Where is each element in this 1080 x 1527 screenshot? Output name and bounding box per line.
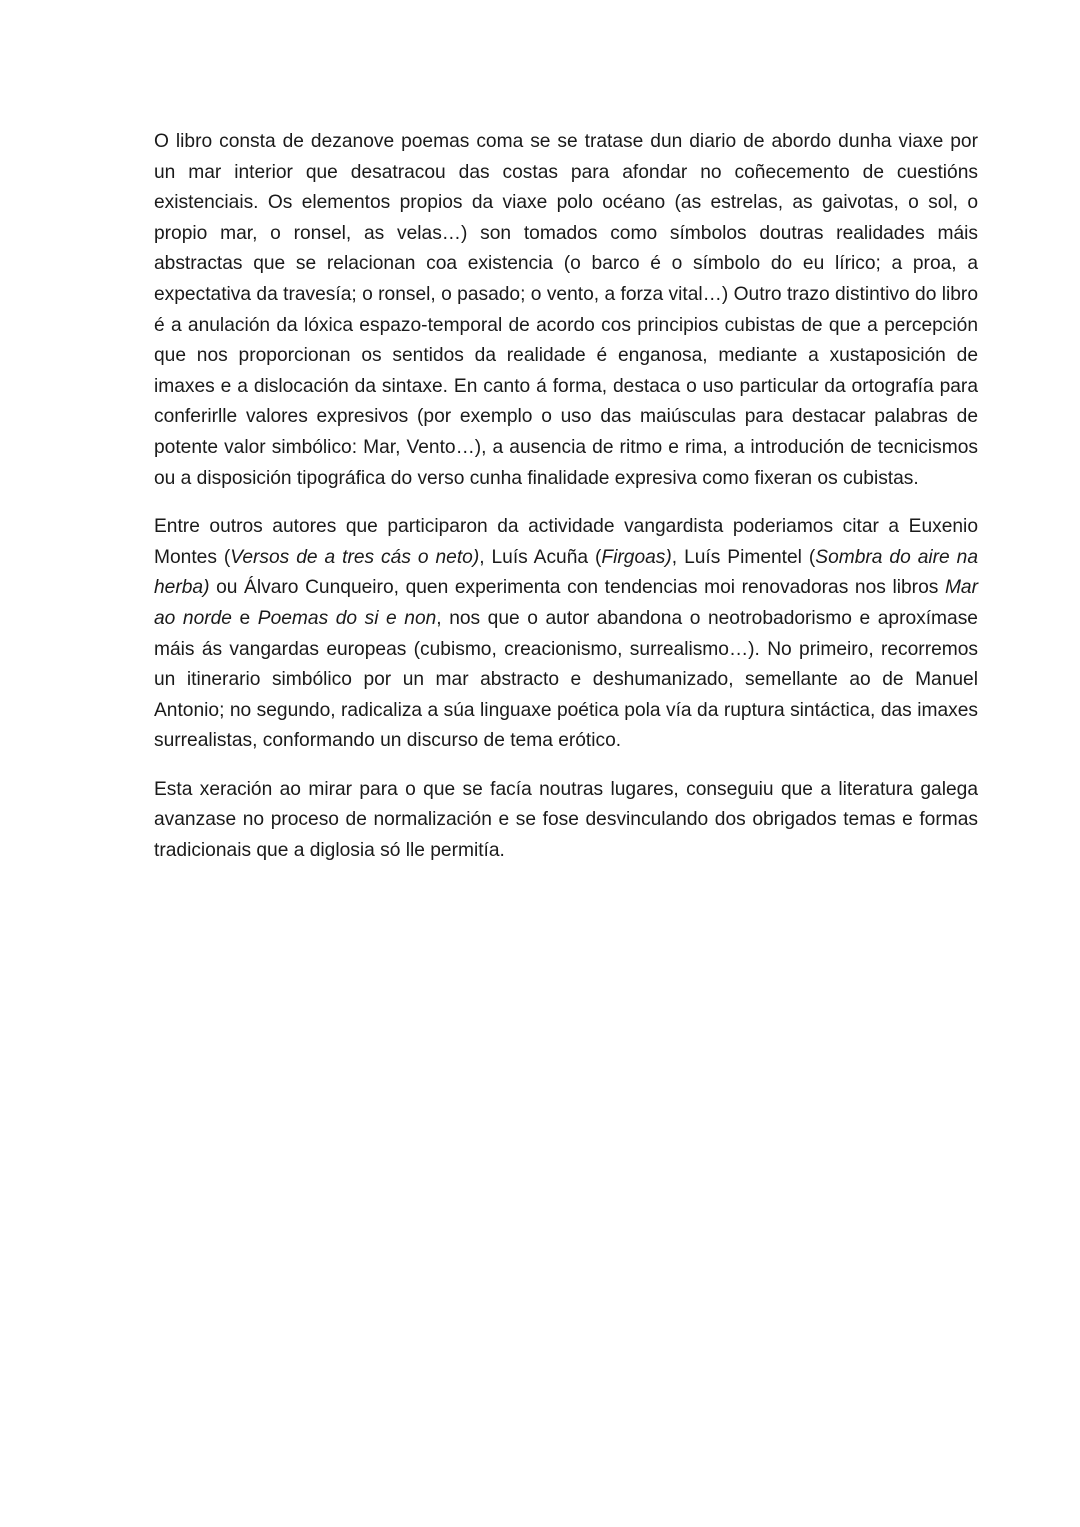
text-span: ou Álvaro Cunqueiro, quen experimenta con tendencias moi renovadoras nos libros (209, 577, 945, 599)
book-title-italic: Mar ao norde (154, 577, 978, 629)
text-span: , Luís Pimentel ( (671, 546, 816, 568)
book-title-italic: Sombra do aire na herba) (154, 546, 978, 599)
paragraph-conclusion: Esta xeración ao mirar para o que se facía noutras lugares, conseguiu que a literatura galega avanzase no proceso de normalización e se fose desvinculando dos obrigados temas e formas tradicionais que a diglosia só lle permitía. (154, 778, 978, 862)
text-span: Entre outros autores que participaron da actividade vangardista poderiamos citar a Euxenio Montes ( (154, 516, 978, 568)
text-span: , Luís Acuña ( (479, 546, 602, 568)
paragraph-cubism-book: O libro consta de dezanove poemas coma se se tratase dun diario de abordo dunha viaxe por un mar interior que desatracou das costas para afondar no coñecemento de cuestións existenciais. Os elementos propios da viaxe polo océano (as estrelas, as gaivotas, o sol, o propio mar, o ronsel, as velas…) son tomados como símbolos doutras realidades máis abstractas que se relacionan coa existencia (o barco é o símbolo do eu lírico; a proa, a expectativa da travesía; o ronsel, o pasado; o vento, a forza vital…) Outro trazo distintivo do libro é a anulación da lóxica espazo-temporal de acordo cos principios cubistas de que a percepción que nos proporcionan os sentidos da realidade é enganosa, mediante a xustaposición de imaxes e a dislocación da sintaxe. En canto á forma, destaca o uso particular da ortografía para conferirlle valores expresivos (por exemplo o uso das maiúsculas para destacar palabras de potente valor simbólico: Mar, Vento…), a ausencia de ritmo e rima, a introdución de tecnicismos ou a disposición tipográfica do verso cunha finalidade expresiva como fixeran os cubistas. (154, 131, 978, 489)
text-span: e (231, 607, 258, 629)
paragraph-other-authors (154, 512, 978, 757)
book-title-italic: Firgoas) (601, 546, 672, 568)
document-body (154, 127, 978, 885)
text-span: , nos que o autor abandona o neotrobadorismo e aproxímase máis ás vangardas europeas (cubismo, creacionismo, surrealismo…). No primeiro, recorremos un itinerario simbólico por un mar abstracto e deshumanizado, semellante ao de Manuel Antonio; no segundo, radicaliza a súa linguaxe poética pola vía da ruptura sintáctica, das imaxes surrealistas, conformando un discurso de tema erótico. (154, 607, 978, 752)
book-title-italic: Versos de a tres cás o neto) (230, 546, 480, 568)
book-title-italic: Poemas do si e non (257, 607, 437, 629)
